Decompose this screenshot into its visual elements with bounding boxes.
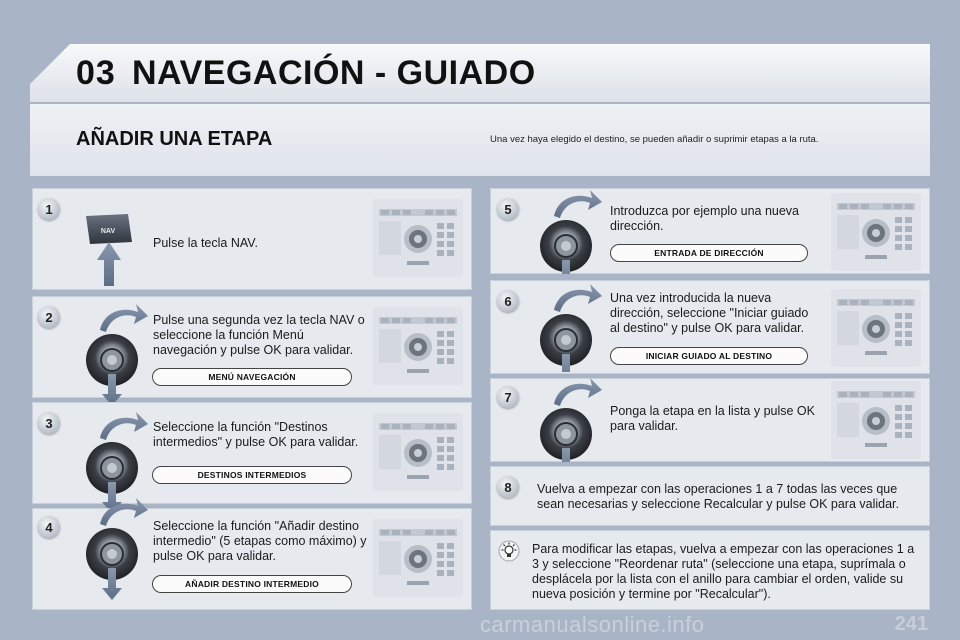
ok-knob-icon (82, 496, 152, 602)
chapter-title: NAVEGACIÓN - GUIADO (132, 54, 536, 92)
step-number-badge: 7 (497, 386, 519, 408)
step-instruction: Una vez introducida la nueva dirección, seleccione "Iniciar guiado al destino" y pulse OK para validar. (610, 291, 809, 335)
section-title: AÑADIR UNA ETAPA (76, 128, 273, 150)
chapter-number: 03 (76, 54, 116, 92)
step-instruction: Seleccione la función "Añadir destino intermedio" (5 etapas como máximo) y pulse OK para validar. (153, 519, 367, 563)
nav-key-label: NAV (100, 228, 116, 235)
menu-label-pill: MENÚ NAVEGACIÓN (152, 368, 352, 386)
section-intro: Una vez haya elegido el destino, se pueden añadir o suprimir etapas a la ruta. (490, 134, 819, 145)
step-number-badge: 6 (497, 290, 519, 312)
tip-text: Para modificar las etapas, vuelva a empezar con las operaciones 1 a 3 y seleccione "Reordenar ruta" (seleccione una etapa, suprímala o desplácela por la lista con el anillo para cambiar el orden, valide su nueva posición y termine por "Recalcular"). (532, 542, 915, 601)
step-number-badge: 5 (497, 198, 519, 220)
menu-label-pill: INICIAR GUIADO AL DESTINO (610, 347, 808, 365)
lightbulb-icon (498, 540, 520, 562)
step-instruction: Ponga la etapa en la lista y pulse OK para validar. (610, 404, 815, 433)
radio-dashboard-illustration (373, 199, 463, 277)
watermark: carmanualsonline.info (480, 612, 705, 637)
menu-label-pill: DESTINOS INTERMEDIOS (152, 466, 352, 484)
step-number-badge: 3 (38, 412, 60, 434)
menu-label-pill: AÑADIR DESTINO INTERMEDIO (152, 575, 352, 593)
step-number-badge: 8 (497, 476, 519, 498)
step-instruction: Seleccione la función "Destinos intermedios" y pulse OK para validar. (153, 420, 359, 449)
step-number-badge: 2 (38, 306, 60, 328)
radio-dashboard-illustration (373, 413, 463, 491)
radio-dashboard-illustration (831, 193, 921, 271)
radio-dashboard-illustration (373, 519, 463, 597)
radio-dashboard-illustration (831, 381, 921, 459)
page-number: 241 (894, 613, 928, 635)
ok-knob-icon (536, 376, 606, 462)
radio-dashboard-illustration (373, 307, 463, 385)
step-number-badge: 1 (38, 198, 60, 220)
step-instruction: Pulse una segunda vez la tecla NAV o seleccione la función Menú navegación y pulse OK para validar. (153, 313, 365, 357)
nav-key-icon (80, 212, 136, 288)
step-number-badge: 4 (38, 516, 60, 538)
menu-label-pill: ENTRADA DE DIRECCIÓN (610, 244, 808, 262)
radio-dashboard-illustration (831, 289, 921, 367)
step-instruction: Pulse la tecla NAV. (153, 236, 258, 250)
ok-knob-icon (536, 282, 606, 372)
ok-knob-icon (82, 302, 152, 408)
ok-knob-icon (536, 188, 606, 274)
step-instruction: Introduzca por ejemplo una nueva dirección. (610, 204, 800, 233)
step-instruction: Vuelva a empezar con las operaciones 1 a 7 todas las veces que sean necesarias y seleccione Recalcular y pulse OK para validar. (537, 482, 899, 511)
